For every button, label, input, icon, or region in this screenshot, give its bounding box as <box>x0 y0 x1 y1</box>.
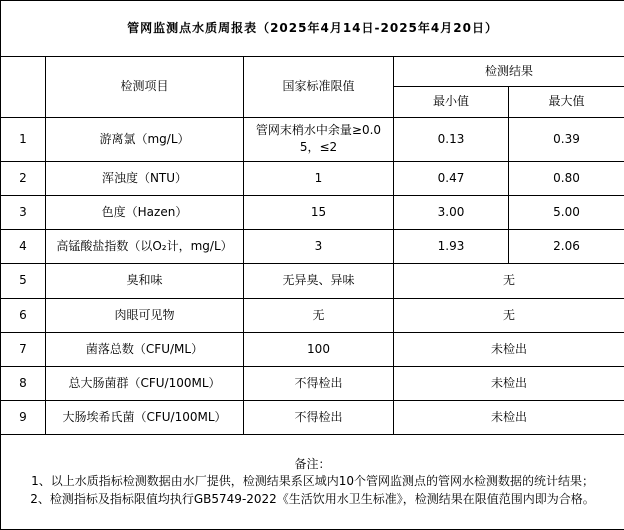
standard-cell: 不得检出 <box>244 367 394 401</box>
row-number: 5 <box>1 264 46 298</box>
standard-cell: 1 <box>244 161 394 195</box>
notes-label: 备注： <box>294 457 331 472</box>
item-cell: 高锰酸盐指数（以O₂计，mg/L） <box>46 230 244 264</box>
table-row <box>1 196 624 230</box>
min-cell: 0.47 <box>394 161 509 195</box>
table-row <box>1 264 624 298</box>
item-cell: 总大肠菌群（CFU/100ML） <box>46 367 244 401</box>
item-cell: 色度（Hazen） <box>46 196 244 230</box>
header-result-group: 检测结果 <box>394 57 624 87</box>
item-cell: 浑浊度（NTU） <box>46 161 244 195</box>
result-cell: 未检出 <box>394 401 624 435</box>
standard-cell: 无异臭、异味 <box>244 264 394 298</box>
item-cell: 大肠埃希氏菌（CFU/100ML） <box>46 401 244 435</box>
row-number: 2 <box>1 161 46 195</box>
min-cell: 0.13 <box>394 117 509 161</box>
header-item: 检测项目 <box>46 57 244 117</box>
header-max: 最大值 <box>509 87 624 117</box>
result-cell: 无 <box>394 264 624 298</box>
notes-cell <box>1 435 624 530</box>
table-row <box>1 161 624 195</box>
row-number: 3 <box>1 196 46 230</box>
header-standard: 国家标准限值 <box>244 57 394 117</box>
item-cell: 游离氯（mg/L） <box>46 117 244 161</box>
table-row <box>1 367 624 401</box>
notes-line-1: 1、以上水质指标检测数据由水厂提供，检测结果系区域内10个管网监测点的管网水检测数据的统计结果； <box>31 474 594 489</box>
standard-cell: 15 <box>244 196 394 230</box>
standard-cell: 无 <box>244 298 394 332</box>
header-min: 最小值 <box>394 87 509 117</box>
report-title: 管网监测点水质周报表（2025年4月14日-2025年4月20日） <box>1 1 624 57</box>
row-number: 4 <box>1 230 46 264</box>
row-number: 6 <box>1 298 46 332</box>
min-cell: 3.00 <box>394 196 509 230</box>
row-number: 9 <box>1 401 46 435</box>
result-cell: 未检出 <box>394 332 624 366</box>
table-row <box>1 332 624 366</box>
notes-line-2: 2、检测指标及指标限值均执行GB5749-2022《生活饮用水卫生标准》，检测结果在限值范围内即为合格。 <box>30 491 595 506</box>
item-cell: 菌落总数（CFU/ML） <box>46 332 244 366</box>
result-cell: 无 <box>394 298 624 332</box>
row-number: 7 <box>1 332 46 366</box>
item-cell: 臭和味 <box>46 264 244 298</box>
row-number: 1 <box>1 117 46 161</box>
row-number: 8 <box>1 367 46 401</box>
standard-cell: 3 <box>244 230 394 264</box>
result-cell: 未检出 <box>394 367 624 401</box>
item-cell: 肉眼可见物 <box>46 298 244 332</box>
max-cell: 0.39 <box>509 117 624 161</box>
max-cell: 0.80 <box>509 161 624 195</box>
table-row <box>1 298 624 332</box>
standard-cell: 管网末梢水中余量≥0.05，≤2 <box>244 117 394 161</box>
max-cell: 2.06 <box>509 230 624 264</box>
max-cell: 5.00 <box>509 196 624 230</box>
table-row <box>1 117 624 161</box>
table-row <box>1 401 624 435</box>
standard-cell: 不得检出 <box>244 401 394 435</box>
header-index <box>1 57 46 117</box>
table-row <box>1 230 624 264</box>
min-cell: 1.93 <box>394 230 509 264</box>
standard-cell: 100 <box>244 332 394 366</box>
